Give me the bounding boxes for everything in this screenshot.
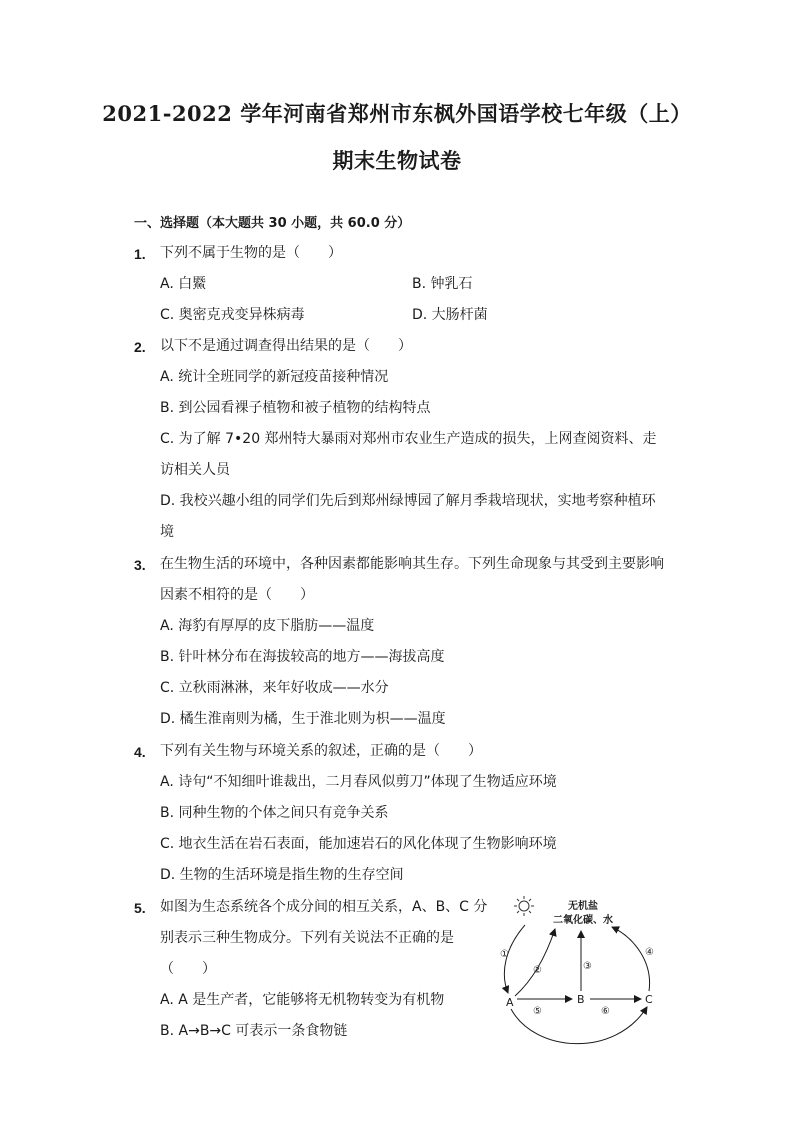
question-5-stem-line2: 别表示三种生物成分。下列有关说法不正确的是 bbox=[160, 930, 454, 946]
arrow-2-label: ② bbox=[533, 965, 542, 976]
arrow-4-label: ④ bbox=[645, 947, 654, 958]
question-3-option-a: A. 海豹有厚厚的皮下脂肪——温度 bbox=[160, 618, 375, 634]
question-2-stem: 以下不是通过调查得出结果的是（ ） bbox=[160, 338, 412, 354]
page-title-line1: 2021-2022 学年河南省郑州市东枫外国语学校七年级（上） bbox=[102, 101, 692, 126]
arrow-2 bbox=[515, 929, 555, 996]
ecosystem-diagram bbox=[495, 893, 665, 1058]
question-2-number: 2. bbox=[134, 339, 146, 355]
question-3-option-c: C. 立秋雨淋淋，来年好收成——水分 bbox=[160, 680, 389, 696]
question-5-option-b: B. A→B→C 可表示一条食物链 bbox=[160, 1023, 348, 1039]
node-c: C bbox=[645, 993, 653, 1006]
question-5-option-a: A. A 是生产者，它能够将无机物转变为有机物 bbox=[160, 992, 445, 1008]
arrow-4 bbox=[612, 927, 650, 991]
question-1-option-a: A. 白鱀 bbox=[160, 276, 207, 292]
question-5-stem-line3: （ ） bbox=[160, 961, 216, 977]
question-1-number: 1. bbox=[134, 246, 146, 262]
question-3-number: 3. bbox=[134, 557, 146, 573]
question-4-number: 4. bbox=[134, 744, 146, 760]
question-3-option-b: B. 针叶林分布在海拔较高的地方——海拔高度 bbox=[160, 649, 445, 665]
question-4-stem: 下列有关生物与环境关系的叙述，正确的是（ ） bbox=[160, 743, 482, 759]
question-5-number: 5. bbox=[134, 900, 146, 916]
arrow-5-label: ⑤ bbox=[533, 1006, 542, 1017]
arrow-3-label: ③ bbox=[583, 961, 592, 972]
question-3-stem: 在生物生活的环境中，各种因素都能影响其生存。下列生命现象与其受到主要影响因素不相符的是（ ） bbox=[160, 556, 664, 603]
sun-icon bbox=[514, 896, 534, 916]
question-4-option-a: A. 诗句“不知细叶谁裁出，二月春风似剪刀”体现了生物适应环境 bbox=[160, 774, 557, 790]
question-2-option-a: A. 统计全班同学的新冠疫苗接种情况 bbox=[160, 369, 389, 385]
question-1-stem: 下列不属于生物的是（ ） bbox=[160, 245, 342, 261]
section-header: 一、选择题（本大题共 30 小题，共 60.0 分） bbox=[134, 216, 411, 231]
co2-water-label: 二氧化碳、水 bbox=[553, 915, 613, 926]
question-1-option-d: D. 大肠杆菌 bbox=[412, 307, 488, 323]
question-2-option-b: B. 到公园看裸子植物和被子植物的结构特点 bbox=[160, 400, 431, 416]
question-2-option-d: D. 我校兴趣小组的同学们先后到郑州绿博园了解月季栽培现状，实地考察种植环境 bbox=[160, 493, 656, 540]
question-1-option-c: C. 奥密克戎变异株病毒 bbox=[160, 307, 305, 323]
question-2-option-c: C. 为了解 7•20 郑州特大暴雨对郑州市农业生产造成的损失，上网查阅资料、走访相关人员 bbox=[160, 431, 657, 478]
page-title-line2: 期末生物试卷 bbox=[332, 148, 462, 173]
question-4-option-c: C. 地衣生活在岩石表面，能加速岩石的风化体现了生物影响环境 bbox=[160, 836, 557, 852]
question-5-stem-line1: 如图为生态系统各个成分间的相互关系，A、B、C 分 bbox=[160, 899, 488, 915]
arrow-6-label: ⑥ bbox=[601, 1006, 610, 1017]
question-1-option-b: B. 钟乳石 bbox=[412, 276, 473, 292]
arrow-1-label: ① bbox=[500, 949, 509, 960]
node-b: B bbox=[577, 993, 585, 1006]
arrow-a-to-c bbox=[511, 1007, 647, 1044]
inorganic-salt-label: 无机盐 bbox=[568, 901, 598, 912]
question-4-option-b: B. 同种生物的个体之间只有竞争关系 bbox=[160, 805, 389, 821]
question-4-option-d: D. 生物的生活环境是指生物的生存空间 bbox=[160, 867, 404, 883]
question-3-option-d: D. 橘生淮南则为橘，生于淮北则为枳——温度 bbox=[160, 711, 446, 727]
node-a: A bbox=[506, 996, 514, 1009]
